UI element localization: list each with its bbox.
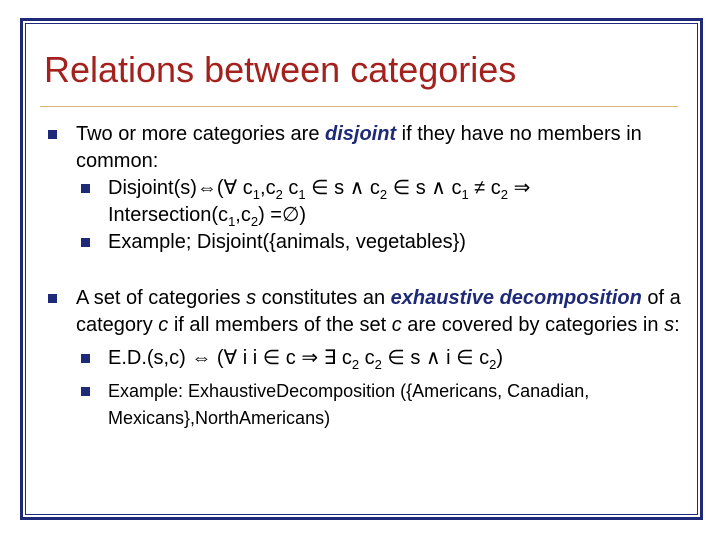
square-bullet-icon (81, 238, 90, 247)
exhaustive-example: Example: ExhaustiveDecomposition ({Americans, Canadian, Mexicans},NorthAmericans) (48, 378, 690, 432)
square-bullet-icon (48, 294, 57, 303)
slide-title: Relations between categories (44, 49, 517, 90)
bullet-exhaustive-decomposition (48, 285, 690, 432)
exhaustive-definition: E.D.(s,c) ⇔ (∀ i i ∈ c ⇒ ∃ $c_2$ $c_2$ ∈ s ∧ i ∈ $c_2$) (48, 345, 690, 372)
square-bullet-icon (81, 354, 90, 363)
bullet-exhaustive-text: A set of categories s constitutes an exhaustive decomposition of a category c if all members of the set c are covered by categories in s: (48, 285, 690, 339)
term-exhaustive-decomposition: exhaustive decomposition (390, 287, 642, 309)
bullet-disjoint (48, 121, 690, 256)
slide-border-inner (25, 23, 698, 515)
square-bullet-icon (81, 387, 90, 396)
disjoint-example: Example; Disjoint({animals, vegetables}) (48, 229, 690, 256)
term-disjoint: disjoint (325, 123, 397, 145)
disjoint-definition: Disjoint(s)⇔(∀ $c_1,c_2$ $c_1$ ∈ s ∧ $c_2$ ∈ s ∧ $c_1 \ne c_2$ ⇒ $Intersection(c_1,c_2)$ =∅) (48, 175, 690, 229)
title-rule (40, 106, 678, 107)
square-bullet-icon (81, 184, 90, 193)
square-bullet-icon (48, 130, 57, 139)
bullet-disjoint-text: Two or more categories are disjoint if they have no members in common: (48, 121, 690, 175)
